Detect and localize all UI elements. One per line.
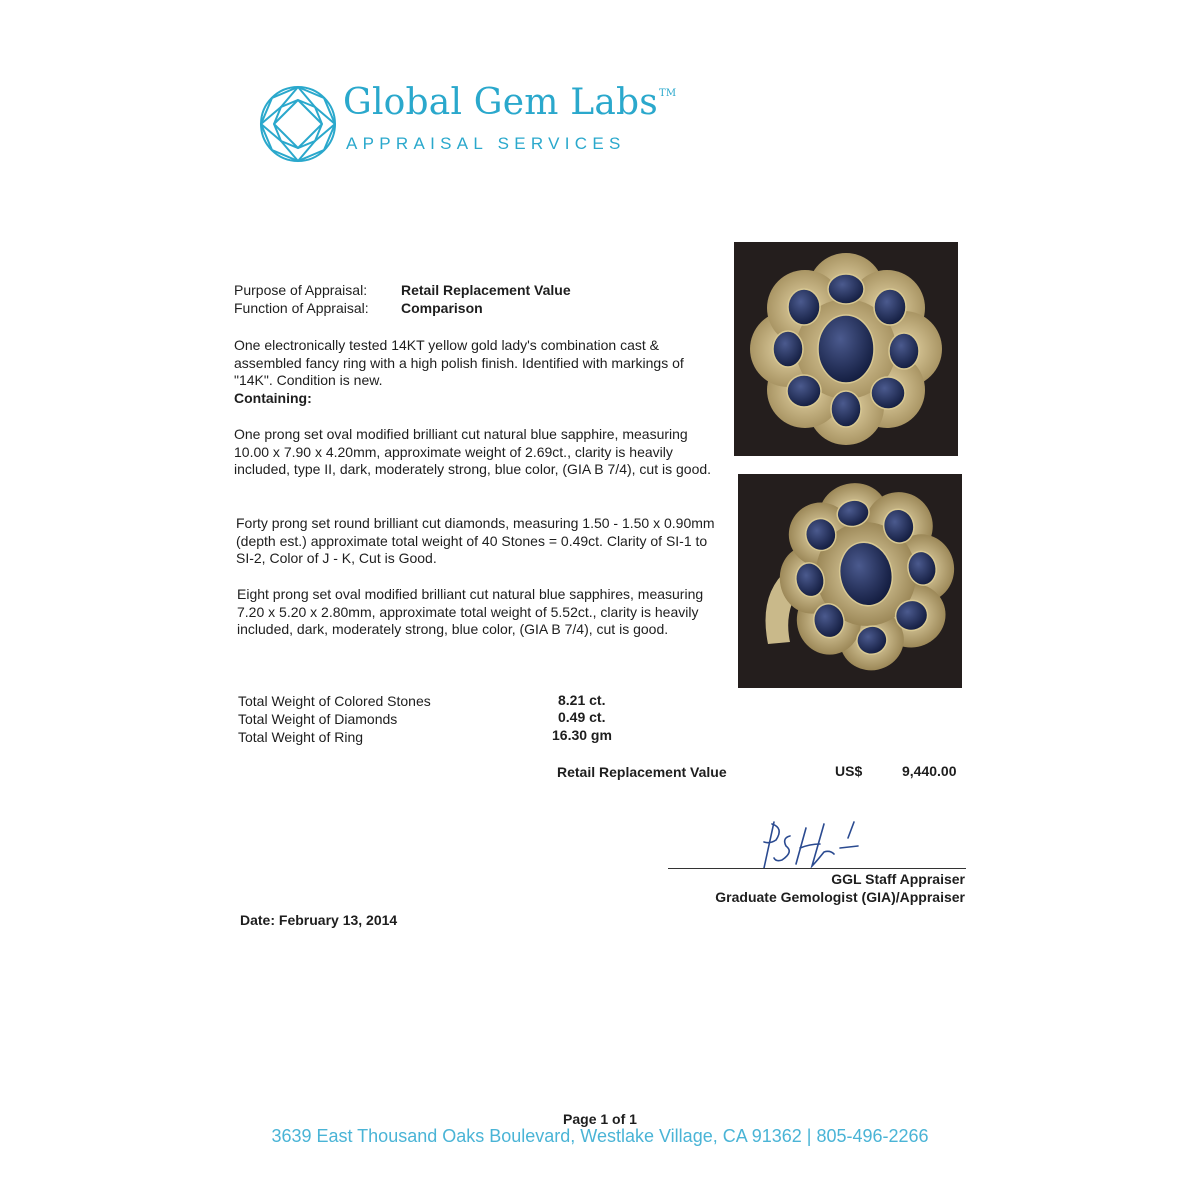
ring-photo-angled [738,474,962,688]
ring-image-angled [738,474,962,688]
total-ring-value: 16.30 gm [552,727,612,743]
appraiser-signature [750,814,870,874]
purpose-value: Retail Replacement Value [401,282,571,298]
stone-item-3: Eight prong set oval modified brilliant cut natural blue sapphires, measuring 7.20 x 5.20 x 2.80mm, approximate total weight of 5.52ct., clarity is heavily included, dark, moderately strong, blue color, (GIA B 7/4), cut is good. [237,586,704,637]
stone-item-2: Forty prong set round brilliant cut diamonds, measuring 1.50 - 1.50 x 0.90mm (depth est.) approximate total weight of 40 Stones = 0.49ct. Clarity of SI-1 to SI-2, Color of J - K, Cut is Good. [236,515,715,566]
ring-image-top [734,242,958,456]
ring-photo-top [734,242,958,456]
brand-name: Global Gem Labs™ [343,82,677,123]
function-value: Comparison [401,300,483,316]
footer-address: 3639 East Thousand Oaks Boulevard, Westlake Village, CA 91362 | 805-496-2266 [271,1126,929,1146]
total-diamonds-value: 0.49 ct. [558,709,606,725]
total-colored-label: Total Weight of Colored Stones [238,693,431,709]
function-label: Function of Appraisal: [234,300,369,316]
diamond-outline-icon [258,84,338,164]
appraiser-credential: Graduate Gemologist (GIA)/Appraiser [715,889,965,905]
page-number: Page 1 of 1 [563,1111,637,1127]
valuation-amount: 9,440.00 [902,763,957,779]
trademark: TM [658,88,677,99]
valuation-label: Retail Replacement Value [557,764,727,780]
purpose-label: Purpose of Appraisal: [234,282,368,298]
total-diamonds-label: Total Weight of Diamonds [238,711,398,727]
containing-label: Containing: [234,389,312,406]
function-row [234,300,483,316]
appraiser-title: GGL Staff Appraiser [831,871,965,887]
intro-text: One electronically tested 14KT yellow gold lady's combination cast & assembled fancy ring with a high polish finish. Identified with markings of "14K". Condition is new. [234,337,684,388]
total-colored-value: 8.21 ct. [558,692,606,708]
brand-tagline: APPRAISAL SERVICES [346,134,626,153]
appraisal-date: Date: February 13, 2014 [240,912,398,928]
signature-line [668,868,966,869]
stone-item-1: One prong set oval modified brilliant cut natural blue sapphire, measuring 10.00 x 7.90 x 4.20mm, approximate weight of 2.69ct., clarity is heavily included, type II, dark, moderately strong, blue color, (GIA B 7/4), cut is good. [234,426,712,477]
ring-description [234,337,724,407]
purpose-row [234,282,571,298]
valuation-currency: US$ [835,763,863,779]
total-ring-label: Total Weight of Ring [238,729,364,745]
